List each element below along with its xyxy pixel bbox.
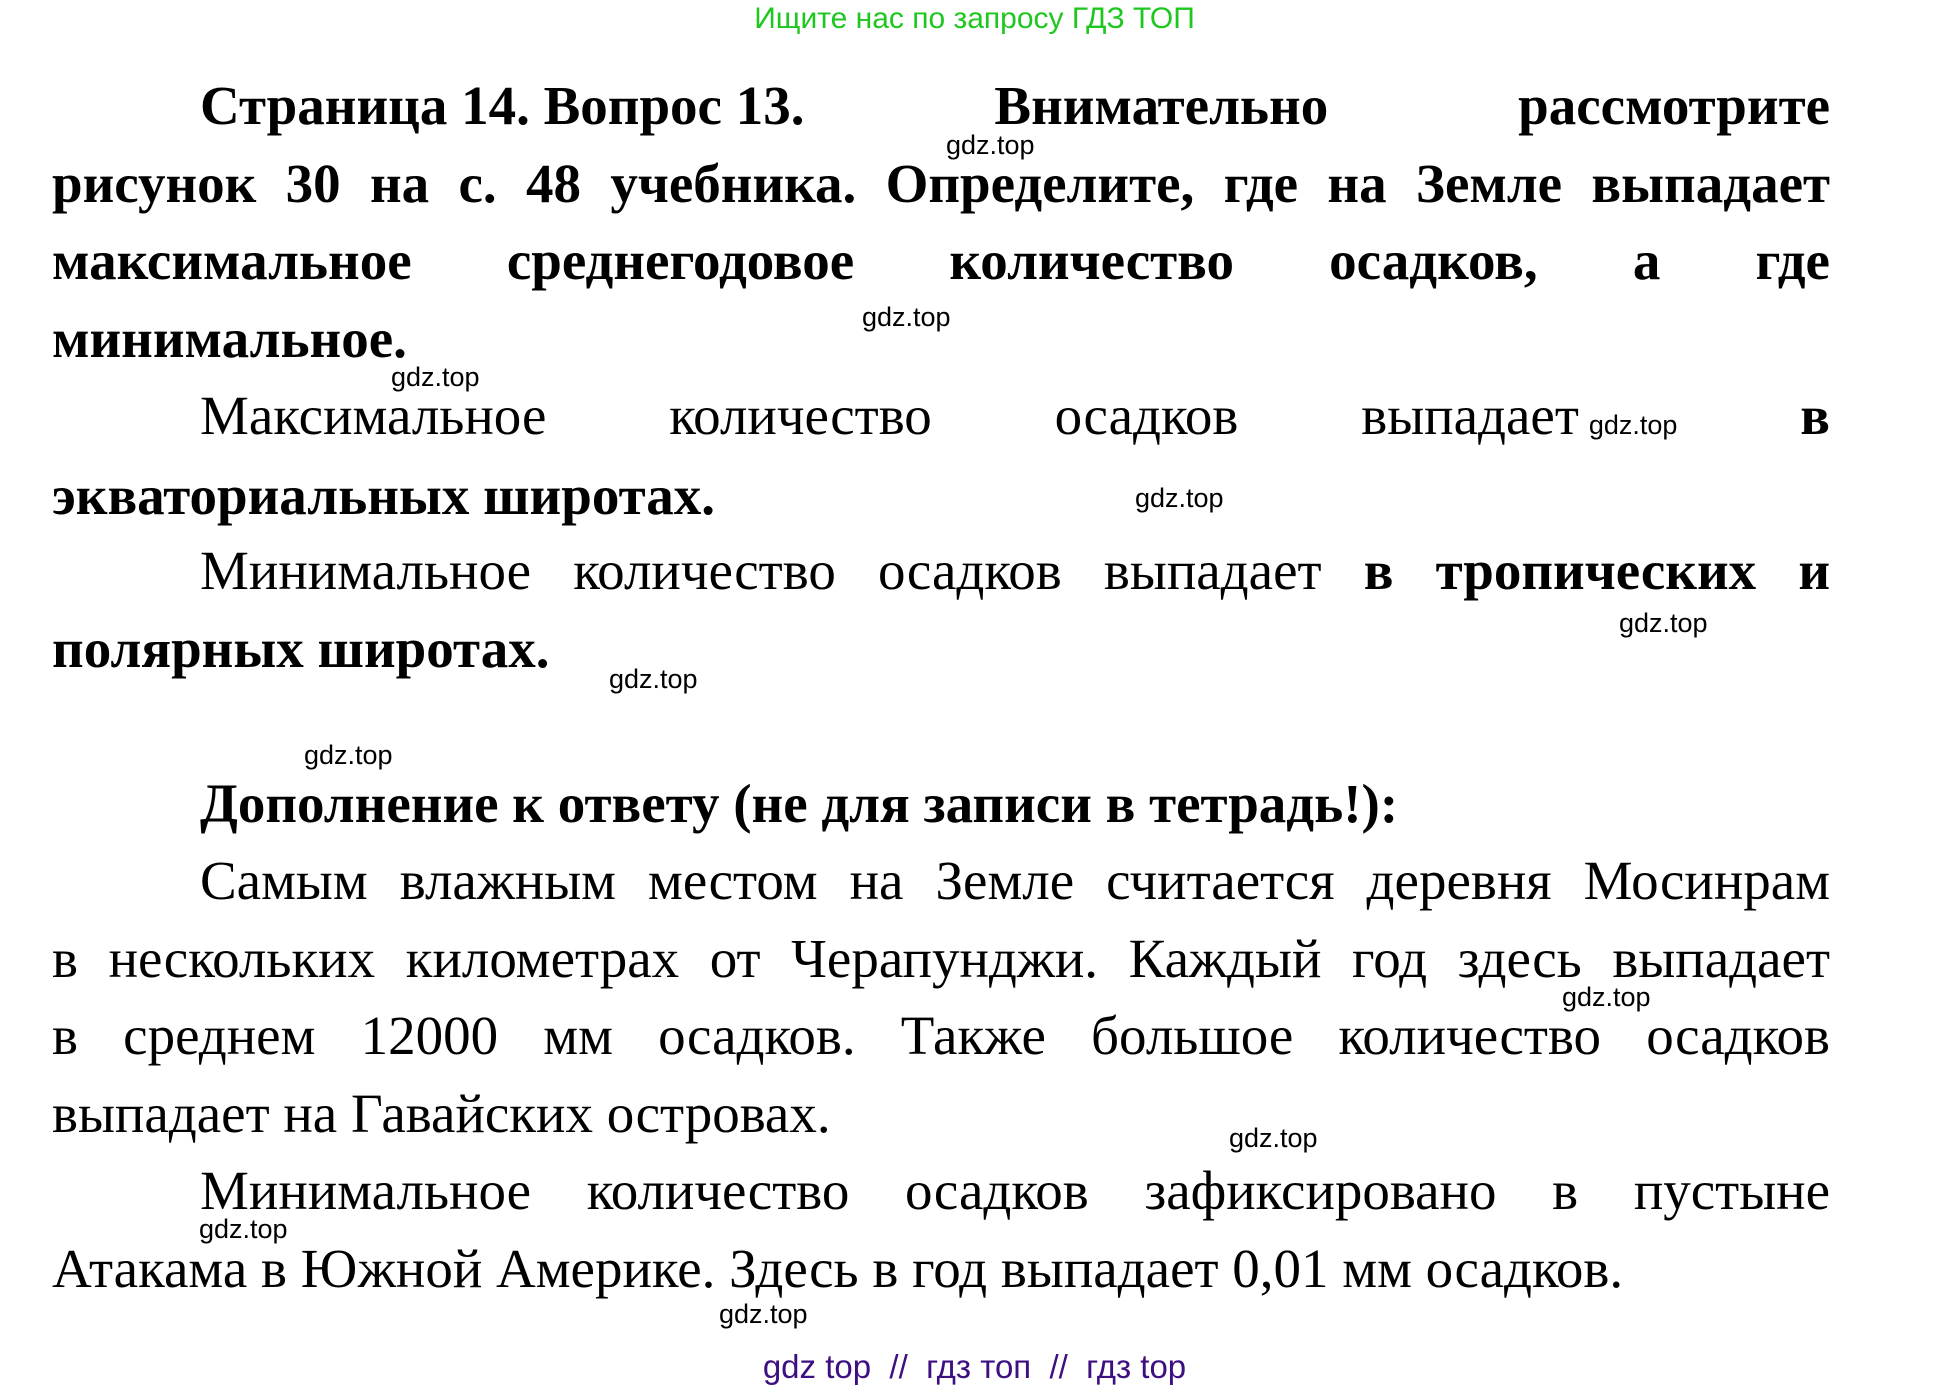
- answer-text: Минимальное количество осадков выпадает: [200, 540, 1322, 601]
- watermark: gdz.top: [1229, 1123, 1318, 1153]
- answer-p1-line-1: [200, 384, 1830, 457]
- answer-word: количество: [669, 385, 932, 446]
- supplement-p1-line-1: Самым влажным местом на Земле считается деревня Мосинрам: [200, 850, 1830, 911]
- site-footer: gdz top // гдз топ // гдз top: [762, 1348, 1187, 1385]
- question-line-2: рисунок 30 на с. 48 учебника. Определите, где на Земле выпадает: [52, 153, 1830, 214]
- answer-p1-line-2: экваториальных широтах.: [52, 465, 716, 526]
- watermark: gdz.top: [304, 740, 393, 770]
- supplement-p1-line-3: в среднем 12000 мм осадков. Также большое количество осадков: [52, 1005, 1830, 1066]
- watermark: gdz.top: [719, 1299, 808, 1329]
- answer-bold-word: в: [1800, 385, 1830, 446]
- watermark: gdz.top: [199, 1214, 288, 1244]
- answer-bold-text: в тропических и: [1363, 540, 1831, 601]
- watermark: gdz.top: [862, 302, 951, 332]
- question-word: осадков,: [1329, 230, 1538, 291]
- answer-word: выпадает: [1361, 385, 1579, 446]
- answer-word: Максимальное: [200, 385, 547, 446]
- watermark: gdz.top: [946, 130, 1035, 160]
- answer-word: осадков: [1054, 385, 1239, 446]
- question-number: Страница 14. Вопрос 13.: [200, 75, 805, 136]
- question-word: рассмотрите: [1518, 75, 1830, 136]
- watermark: gdz.top: [609, 664, 698, 694]
- question-line-3: [52, 229, 1830, 293]
- answer-word-group: [1361, 384, 1677, 457]
- watermark: gdz.top: [1619, 608, 1708, 638]
- watermark: gdz.top: [391, 362, 480, 392]
- question-word: среднегодовое: [506, 230, 855, 291]
- question-word: количество: [949, 230, 1234, 291]
- question-line-4: минимальное.: [52, 308, 407, 369]
- answer-p2-line-1: [200, 539, 1830, 603]
- question-line-1: [200, 74, 1830, 138]
- supplement-p2-line-1: Минимальное количество осадков зафиксировано в пустыне: [200, 1160, 1830, 1221]
- answer-p2-line-2: полярных широтах.: [52, 618, 550, 679]
- question-word: Внимательно: [994, 75, 1329, 136]
- supplement-p1-line-2: в нескольких километрах от Черапунджи. Каждый год здесь выпадает: [52, 928, 1830, 989]
- supplement-heading: Дополнение к ответу (не для записи в тетрадь!):: [200, 773, 1399, 834]
- question-word: где: [1755, 230, 1830, 291]
- site-banner: Ищите нас по запросу ГДЗ ТОП: [754, 2, 1195, 35]
- watermark: gdz.top: [1135, 483, 1224, 513]
- watermark: gdz.top: [1588, 410, 1678, 440]
- question-word: максимальное: [52, 230, 412, 291]
- question-word: а: [1632, 230, 1661, 291]
- supplement-p2-line-2: Атакама в Южной Америке. Здесь в год выпадает 0,01 мм осадков.: [52, 1238, 1624, 1299]
- supplement-p1-line-4: выпадает на Гавайских островах.: [52, 1083, 831, 1144]
- watermark: gdz.top: [1562, 982, 1651, 1012]
